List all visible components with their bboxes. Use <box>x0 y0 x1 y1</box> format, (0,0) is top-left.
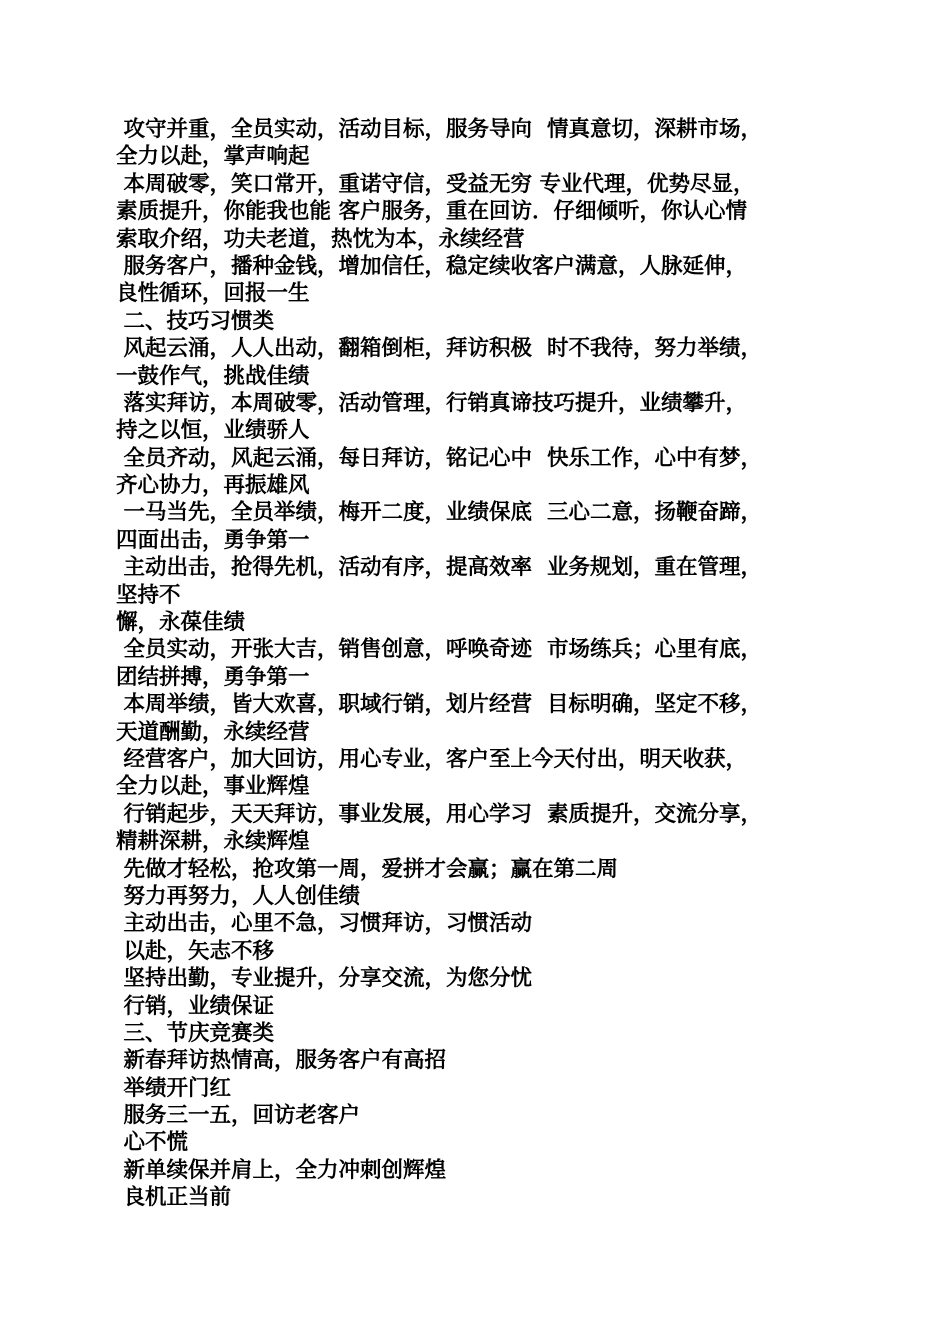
text-line: 新春拜访热情高，服务客户有高招 <box>116 1048 446 1074</box>
text-line: 风起云涌，人人出动，翻箱倒柜，拜访积极 时不我待，努力举绩， <box>116 336 762 362</box>
text-line: 行销，业绩保证 <box>116 993 274 1019</box>
text-line: 持之以恒，业绩骄人 <box>116 418 310 444</box>
text-line: 坚持出勤，专业提升，分享交流，为您分忧 <box>116 966 532 992</box>
text-line: 行销起步，天天拜访，事业发展，用心学习 素质提升，交流分享， <box>116 801 762 827</box>
text-line: 天道酬勤，永续经营 <box>116 719 310 745</box>
text-line: 服务三一五，回访老客户 <box>116 1103 360 1129</box>
text-line: 索取介绍，功夫老道，热忱为本，永续经营 <box>116 226 525 252</box>
text-line: 二、技巧习惯类 <box>116 308 274 334</box>
text-line: 本周举绩，皆大欢喜，职域行销，划片经营 目标明确，坚定不移， <box>116 692 762 718</box>
text-line: 努力再努力，人人创佳绩 <box>116 883 360 909</box>
text-line: 全员齐动，风起云涌，每日拜访，铭记心中 快乐工作，心中有梦， <box>116 445 762 471</box>
text-line: 全力以赴，事业辉煌 <box>116 774 310 800</box>
text-line: 坚持不 <box>116 582 181 608</box>
text-line: 心不慌 <box>116 1130 188 1156</box>
text-line: 主动出击，心里不急，习惯拜访，习惯活动 <box>116 911 532 937</box>
text-line: 先做才轻松，抢攻第一周，爱拼才会赢；赢在第二周 <box>116 856 618 882</box>
text-line: 全员实动，开张大吉，销售创意，呼唤奇迹 市场练兵；心里有底， <box>116 637 762 663</box>
text-line: 三、节庆竞赛类 <box>116 1020 274 1046</box>
text-line: 举绩开门红 <box>116 1075 231 1101</box>
text-line: 懈，永葆佳绩 <box>116 610 246 636</box>
text-line: 以赴，矢志不移 <box>116 938 274 964</box>
text-line: 四面出击，勇争第一 <box>116 527 310 553</box>
text-line: 精耕深耕，永续辉煌 <box>116 829 310 855</box>
text-line: 齐心协力，再振雄风 <box>116 473 310 499</box>
text-line: 良性循环，回报一生 <box>116 281 310 307</box>
text-line: 本周破零，笑口常开，重诺守信，受益无穷 专业代理，优势尽显， <box>116 171 755 197</box>
text-line: 经营客户，加大回访，用心专业，客户至上今天付出，明天收获， <box>116 746 747 772</box>
text-line: 一鼓作气，挑战佳绩 <box>116 363 310 389</box>
text-line: 主动出击，抢得先机，活动有序，提高效率 业务规划，重在管理， <box>116 555 762 581</box>
text-line: 良机正当前 <box>116 1185 231 1211</box>
text-line: 新单续保并肩上，全力冲刺创辉煌 <box>116 1157 446 1183</box>
text-line: 一马当先，全员举绩，梅开二度，业绩保底 三心二意，扬鞭奋蹄， <box>116 500 762 526</box>
text-line: 攻守并重，全员实动，活动目标，服务导向 情真意切，深耕市场， <box>116 117 762 142</box>
text-line: 服务客户，播种金钱，增加信任，稳定续收客户满意，人脉延伸， <box>116 253 747 279</box>
text-line: 落实拜访，本周破零，活动管理，行销真谛技巧提升，业绩攀升， <box>116 390 747 416</box>
text-line: 全力以赴，掌声响起 <box>116 144 310 170</box>
text-line: 素质提升，你能我也能 客户服务，重在回访．仔细倾听，你认心情 <box>116 199 747 225</box>
text-line: 团结拼搏，勇争第一 <box>116 664 310 690</box>
document-body <box>116 116 826 1212</box>
